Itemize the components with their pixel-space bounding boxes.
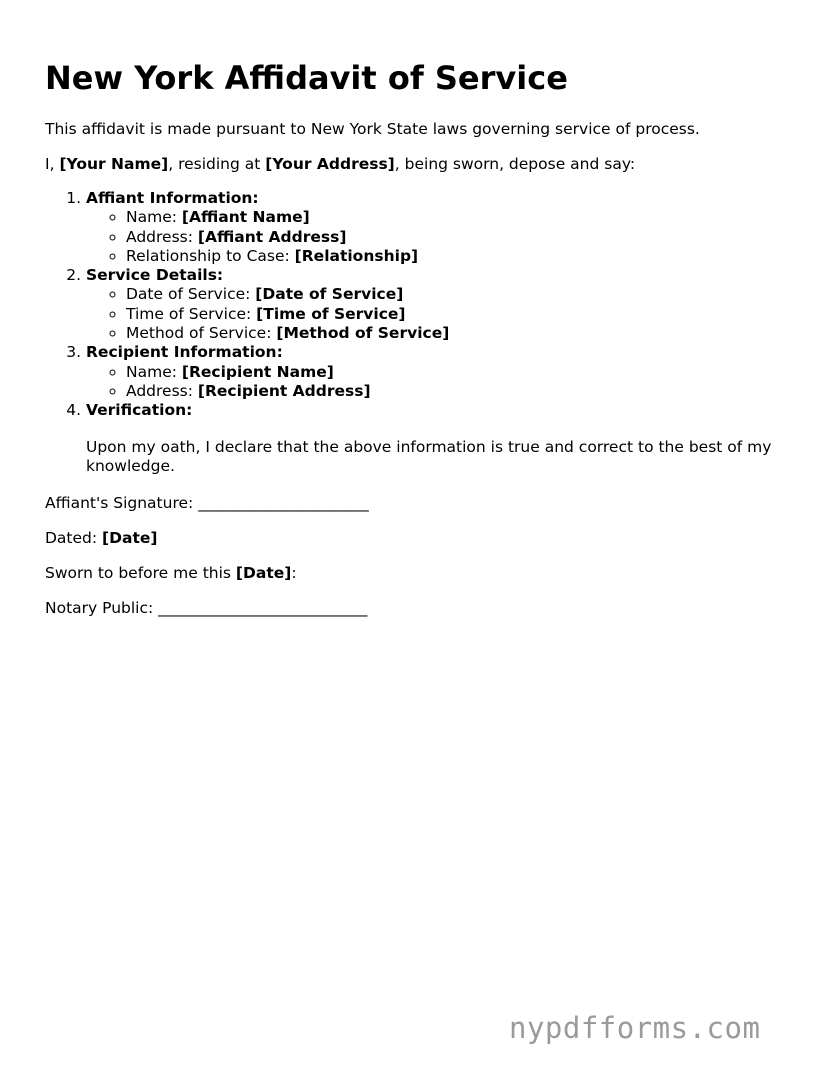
your-address-placeholder: [Your Address] xyxy=(265,155,395,173)
page-title: New York Affidavit of Service xyxy=(45,59,568,97)
list-item xyxy=(126,305,785,324)
list-item xyxy=(126,247,785,266)
item-value: [Time of Service] xyxy=(256,304,406,323)
item-label: Name: xyxy=(126,208,182,227)
section-recipient-information xyxy=(86,343,785,401)
sworn-prefix: Sworn to before me this xyxy=(45,563,236,582)
item-value: [Relationship] xyxy=(294,246,419,265)
affiant-signature-line xyxy=(45,493,785,513)
item-value: [Method of Service] xyxy=(276,324,450,343)
sworn-line xyxy=(45,563,785,583)
item-value: [Affiant Address] xyxy=(197,227,347,246)
item-label: Date of Service: xyxy=(126,285,256,304)
sworn-suffix: : xyxy=(291,563,297,582)
site-watermark: nypdfforms.com xyxy=(509,1011,761,1045)
list-item xyxy=(126,228,785,247)
item-label: Name: xyxy=(126,362,182,381)
section-heading: Affiant Information: xyxy=(86,189,259,207)
item-value: [Date of Service] xyxy=(255,285,404,304)
dated-line xyxy=(45,528,785,548)
section-verification xyxy=(86,401,785,475)
list-item xyxy=(126,363,785,382)
section-affiant-information xyxy=(86,189,785,266)
item-label: Relationship to Case: xyxy=(126,246,295,265)
item-label: Method of Service: xyxy=(126,324,277,343)
item-label: Address: xyxy=(126,227,198,246)
section-heading: Verification: xyxy=(86,401,193,420)
item-value: [Recipient Address] xyxy=(197,381,371,400)
item-value: [Recipient Name] xyxy=(181,362,334,381)
document-page xyxy=(45,0,785,618)
list-item xyxy=(126,382,785,401)
dated-label: Dated: xyxy=(45,528,103,547)
affiant-details-list xyxy=(86,208,785,266)
dated-value: [Date] xyxy=(102,528,158,547)
list-item xyxy=(126,208,785,227)
declaration-middle: , residing at xyxy=(168,155,266,173)
declaration-suffix: , being sworn, depose and say: xyxy=(394,155,636,173)
list-item xyxy=(126,324,785,343)
signature-blank: ______________________ xyxy=(198,493,369,512)
declaration-paragraph xyxy=(45,154,785,174)
notary-label: Notary Public: xyxy=(45,598,159,617)
list-item xyxy=(126,285,785,304)
notary-blank: ___________________________ xyxy=(158,598,368,617)
item-label: Address: xyxy=(126,381,198,400)
item-value: [Affiant Name] xyxy=(181,208,310,227)
service-details-list xyxy=(86,285,785,343)
affidavit-sections xyxy=(45,189,785,476)
section-service-details xyxy=(86,266,785,343)
oath-statement: Upon my oath, I declare that the above information is true and correct to the best of my knowledge. xyxy=(86,437,772,475)
notary-public-line xyxy=(45,598,785,618)
section-heading: Recipient Information: xyxy=(86,343,283,362)
item-label: Time of Service: xyxy=(126,304,257,323)
your-name-placeholder: [Your Name] xyxy=(59,155,169,173)
recipient-details-list xyxy=(86,363,785,402)
section-heading: Service Details: xyxy=(86,266,224,285)
declaration-prefix: I, xyxy=(45,155,60,173)
sworn-date: [Date] xyxy=(235,563,292,582)
intro-paragraph: This affidavit is made pursuant to New York State laws governing service of process. xyxy=(45,120,700,138)
signature-label: Affiant's Signature: xyxy=(45,493,199,512)
